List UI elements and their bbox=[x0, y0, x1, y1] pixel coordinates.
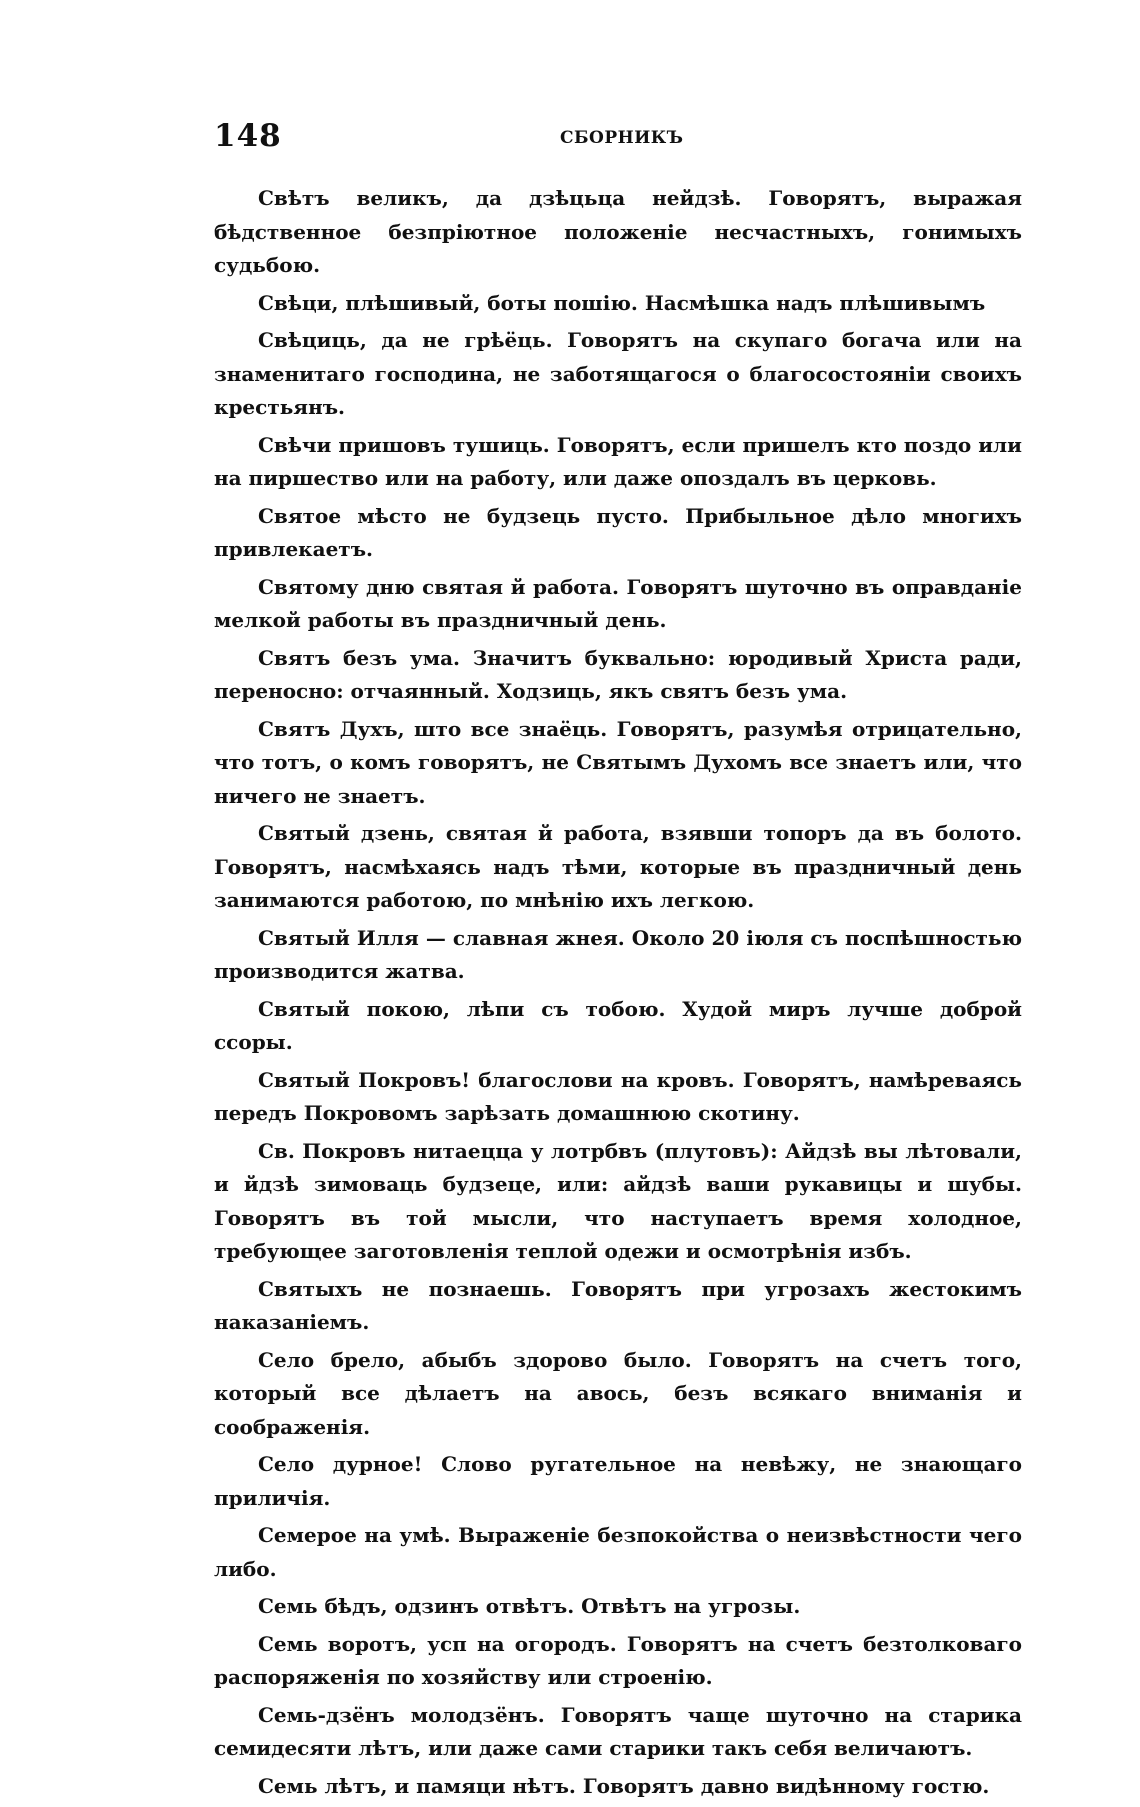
proverb-entry: Семь-дзёнъ молодзёнъ. Говорятъ чаще шуточно на старика семидесяти лѣтъ, или даже сами старики такъ себя величаютъ. bbox=[214, 1702, 1022, 1760]
proverb-entry: Святому дню святая й работа. Говорятъ шуточно въ оправданіе мелкой работы въ праздничный день. bbox=[214, 574, 1022, 632]
proverb-entry: Свѣциць, да не грѣёць. Говорятъ на скупаго богача или на знаменитаго господина, не заботящагося о благосостояніи своихъ крестьянъ. bbox=[214, 328, 1022, 419]
proverb-entry: Святый покою, лѣпи съ тобою. Худой миръ лучше доброй ссоры. bbox=[214, 996, 1022, 1054]
proverb-list bbox=[214, 182, 1022, 1807]
proverb-entry: Святыхъ не познаешь. Говорятъ при угрозахъ жестокимъ наказаніемъ. bbox=[214, 1276, 1022, 1334]
proverb-entry: Семь воротъ, усп на огородъ. Говорятъ на счетъ безтолковаго распоряженія по хозяйству или строенію. bbox=[214, 1631, 1022, 1689]
proverb-entry: Святый Илля — славная жнея. Около 20 іюля съ поспѣшностью производится жатва. bbox=[214, 925, 1022, 983]
proverb-entry: Семь бѣдъ, одзинъ отвѣтъ. Отвѣтъ на угрозы. bbox=[258, 1594, 801, 1618]
proverb-entry: Село дурное! Слово ругательное на невѣжу, не знающаго приличія. bbox=[214, 1452, 1022, 1510]
proverb-entry: Святое мѣсто не будзець пусто. Прибыльное дѣло многихъ привлекаетъ. bbox=[214, 503, 1022, 561]
proverb-entry: Святъ безъ ума. Значитъ буквально: юродивый Христа ради, переносно: отчаянный. Ходзиць, якъ святъ безъ ума. bbox=[214, 645, 1022, 703]
page-number: 148 bbox=[214, 118, 282, 154]
proverb-entry: Святый Покровъ! благослови на кровъ. Говорятъ, намѣреваясь передъ Покровомъ зарѣзать домашнюю скотину. bbox=[214, 1067, 1022, 1125]
proverb-entry: Свѣтъ великъ, да дзѣцьца нейдзѣ. Говорятъ, выражая бѣдственное безпріютное положеніе несчастныхъ, гонимыхъ судьбою. bbox=[214, 186, 1022, 277]
proverb-entry: Свѣчи пришовъ тушиць. Говорятъ, если пришелъ кто поздо или на пиршество или на работу, или даже опоздалъ въ церковь. bbox=[214, 432, 1022, 490]
proverb-entry: Семь лѣтъ, и памяци нѣтъ. Говорятъ давно видѣнному гостю. bbox=[258, 1773, 990, 1798]
proverb-entry: Село брело, абыбъ здорово было. Говорятъ на счетъ того, который все дѣлаетъ на авось, безъ всякаго вниманія и соображенія. bbox=[214, 1347, 1022, 1439]
proverb-entry: Семерое на умѣ. Выраженіе безпокойства о неизвѣстности чего либо. bbox=[214, 1523, 1022, 1581]
proverb-entry: Святъ Духъ, што все знаёць. Говорятъ, разумѣя отрицательно, что тотъ, о комъ говорятъ, не Святымъ Духомъ все знаетъ или, что ничего не знаетъ. bbox=[214, 716, 1022, 808]
proverb-entry: Святый дзень, святая й работа, взявши топоръ да въ болото. Говорятъ, насмѣхаясь надъ тѣми, которые въ праздничный день занимаются работою, по мнѣнію ихъ легкою. bbox=[214, 821, 1022, 912]
proverb-entry: Свѣци, плѣшивый, боты пошію. Насмѣшка надъ плѣшивымъ bbox=[258, 290, 986, 315]
proverb-entry: Св. Покровъ нитаеццa у лотрбвъ (плутовъ): Айдзѣ вы лѣтовали, и йдзѣ зимоваць будзеце, или: айдзѣ ваши рукавицы и шубы. Говорятъ въ той мысли, что наступаетъ время холодное, требующее заготовленія теплой одежи и осмотрѣнія избъ. bbox=[214, 1138, 1022, 1263]
running-title: СБОРНИКЪ bbox=[560, 128, 684, 148]
